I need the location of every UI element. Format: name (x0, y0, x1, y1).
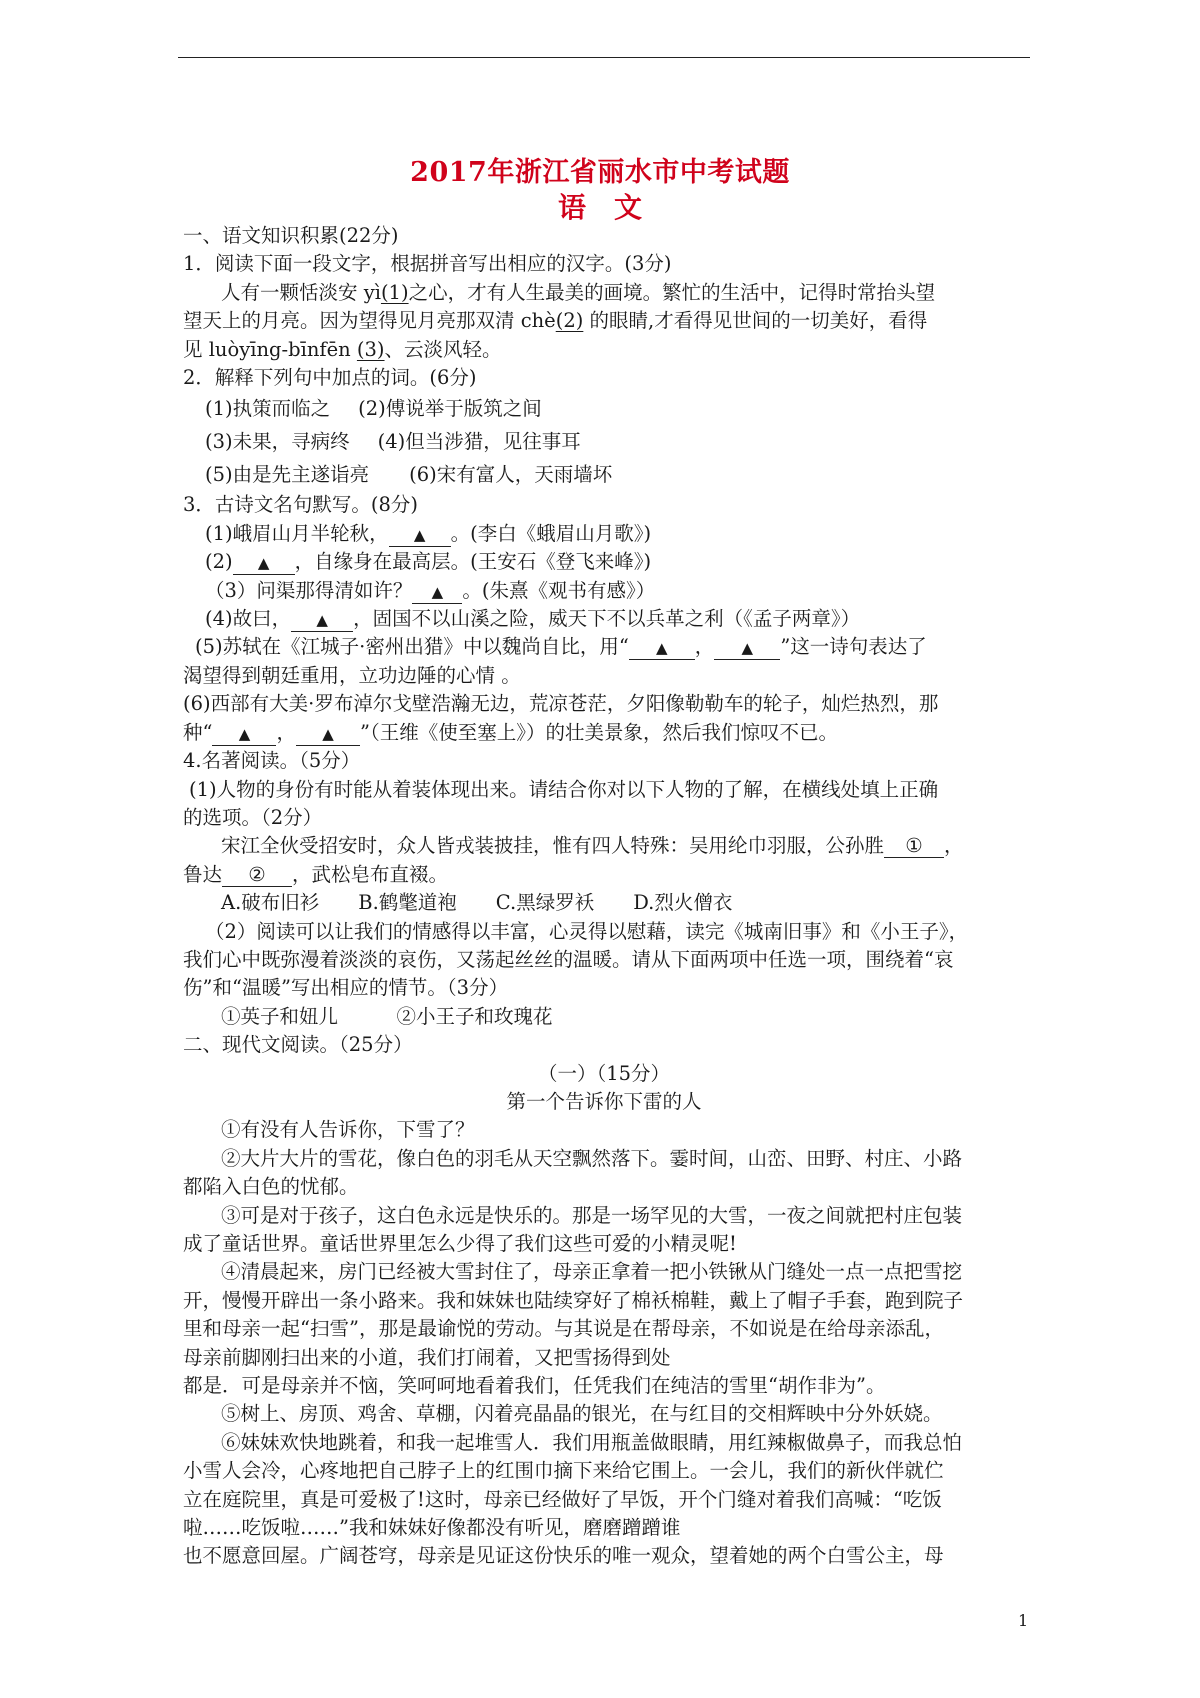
answer-blank: ▲ (233, 552, 295, 575)
article-title: 第一个告诉你下雷的人 (506, 1089, 702, 1113)
header-rule (178, 57, 1030, 58)
list-item: (6)西部有大美·罗布淖尔戈壁浩瀚无边，荒凉苍茫，夕阳像勒勒车的轮子，灿烂热烈，那 (183, 692, 939, 716)
question-prompt: 4.名著阅读。（5分） (183, 749, 361, 773)
paragraph: 我们心中既弥漫着淡淡的哀伤，又荡起丝丝的温暖。请从下面两项中任选一项，围绕着“哀 (183, 947, 954, 971)
article-paragraph: 啦……吃饭啦……”我和妹妹好像都没有听见，磨磨蹭蹭谁 (183, 1516, 681, 1540)
question-prompt: 2．解释下列句中加点的词。(6分) (183, 366, 477, 390)
list-item: (3)未果，寻病终 (4)但当涉猎，见往事耳 (205, 430, 581, 454)
question-prompt: 3．古诗文名句默写。(8分) (183, 493, 419, 517)
article-paragraph: ⑥妹妹欢快地跳着，和我一起堆雪人．我们用瓶盖做眼睛，用红辣椒做鼻子，而我总怕 (221, 1430, 963, 1454)
answer-blank: ▲ (412, 581, 462, 604)
fill-blank: (1) (380, 280, 409, 304)
answer-options: A.破布旧衫 B.鹤氅道袍 C.黑绿罗袄 D.烈火僧衣 (221, 891, 733, 915)
paragraph: 人有一颗恬淡安 yì(1)之心，才有人生最美的画境。繁忙的生活中，记得时常抬头望 (221, 280, 936, 304)
article-paragraph: ③可是对于孩子，这白色永远是快乐的。那是一场罕见的大雪，一夜之间就把村庄包装 (221, 1203, 963, 1227)
answer-blank: ① (884, 835, 944, 858)
article-paragraph: 开，慢慢开辟出一条小路来。我和妹妹也陆续穿好了棉袄棉鞋，戴上了帽子手套，跑到院子 (183, 1288, 964, 1312)
article-paragraph: ⑤树上、房顶、鸡舍、草棚，闪着亮晶晶的银光，在与红目的交相辉映中分外妖娆。 (221, 1402, 943, 1426)
answer-blank: ▲ (629, 637, 695, 660)
article-paragraph: 母亲前脚刚扫出来的小道，我们打闹着，又把雪扬得到处 (183, 1345, 671, 1369)
article-paragraph: 里和母亲一起“扫雪”，那是最谕悦的劳动。与其说是在帮母亲，不如说是在给母亲添乱， (183, 1317, 944, 1341)
list-item: (1)执策而临之 (2)傅说举于版筑之间 (205, 397, 542, 421)
paragraph: 鲁达 ② ，武松皂布直裰。 (183, 862, 449, 886)
page-number: 1 (1018, 1611, 1029, 1630)
answer-blank: ▲ (291, 609, 353, 632)
section-heading: 二、现代文阅读。（25分） (183, 1033, 413, 1057)
answer-options: ①英子和妞儿 ②小王子和玫瑰花 (221, 1004, 553, 1028)
list-item: (4)故曰， ▲ ，固国不以山溪之险，威天下不以兵革之利（《孟子两章》） (205, 607, 861, 631)
article-paragraph: ④清晨起来，房门已经被大雪封住了，母亲正拿着一把小铁锹从门缝处一点一点把雪挖 (221, 1260, 963, 1284)
article-paragraph: 立在庭院里，真是可爱极了!这时，母亲已经做好了早饭，开个门缝对着我们高喊：“吃饭 (183, 1487, 942, 1511)
exam-title: 2017年浙江省丽水市中考试题 (410, 157, 790, 188)
paragraph: 的选项。（2分） (183, 805, 323, 829)
paragraph: （2）阅读可以让我们的情感得以丰富，心灵得以慰藉，读完《城南旧事》和《小王子》， (205, 919, 969, 943)
answer-blank: ▲ (714, 637, 780, 660)
paragraph: 宋江全伙受招安时，众人皆戎装披挂，惟有四人特殊：吴用纶巾羽服，公孙胜 ① ， (221, 834, 964, 858)
answer-blank: ② (222, 864, 292, 887)
question-prompt: 1．阅读下面一段文字，根据拼音写出相应的汉字。(3分) (183, 252, 672, 276)
list-item: (2) ▲ ，自缘身在最高层。(王安石《登飞来峰》) (205, 550, 652, 574)
subject-title: 语文 (557, 191, 670, 224)
paragraph: 伤”和“温暖”写出相应的情节。（3分） (183, 976, 509, 1000)
article-paragraph: ①有没有人告诉你，下雪了？ (221, 1118, 475, 1142)
answer-blank: ▲ (296, 723, 360, 746)
article-paragraph: 成了童话世界。童话世界里怎么少得了我们这些可爱的小精灵呢! (183, 1232, 737, 1255)
list-item: (1)峨眉山月半轮秋， ▲ 。(李白《蛾眉山月歌》) (205, 521, 652, 545)
document-body (183, 222, 1025, 1571)
paragraph: 种“ ▲ ， ▲ ”（王维《使至塞上》）的壮美景象，然后我们惊叹不已。 (183, 720, 838, 744)
article-paragraph: 都陷入白色的忧郁。 (183, 1175, 359, 1199)
paragraph: 望天上的月亮。因为望得见月亮那双清 chè(2) 的眼睛,才看得见世间的一切美好，看得 (183, 309, 928, 333)
paragraph: 见 luòyīng-bīnfēn (3)、云淡风轻。 (183, 337, 502, 361)
list-item: (5)苏轼在《江城子·密州出猎》中以魏尚自比，用“ ▲ ， ▲ ”这一诗句表达了 (195, 635, 927, 659)
paragraph: (1)人物的身份有时能从着装体现出来。请结合你对以下人物的了解，在横线处填上正确 (189, 777, 939, 801)
answer-blank: ▲ (212, 723, 276, 746)
section-heading: 一、语文知识积累(22分) (183, 224, 399, 247)
fill-blank: (2) (555, 309, 584, 333)
list-item: (5)由是先主遂诣亮 (6)宋有富人，天雨墙坏 (205, 463, 613, 487)
list-item: （3）问渠那得清如许？ ▲ 。(朱熹《观书有感》） (205, 578, 656, 602)
answer-blank: ▲ (389, 524, 451, 547)
article-paragraph: 都是．可是母亲并不恼，笑呵呵地看着我们，任凭我们在纯洁的雪里“胡作非为”。 (183, 1374, 886, 1398)
paragraph: 渴望得到朝廷重用，立功边陲的心情 。 (183, 663, 521, 687)
reading-part-label: （一）（15分） (537, 1061, 671, 1085)
article-paragraph: 小雪人会冷，心疼地把自己脖子上的红围巾摘下来给它围上。一会儿，我们的新伙伴就伫 (183, 1459, 944, 1483)
article-paragraph: 也不愿意回屋。广阔苍穹，母亲是见证这份快乐的唯一观众，望着她的两个白雪公主，母 (183, 1544, 944, 1568)
article-paragraph: ②大片大片的雪花，像白色的羽毛从天空飘然落下。霎时间，山峦、田野、村庄、小路 (221, 1146, 963, 1170)
fill-blank: (3) (356, 337, 385, 361)
